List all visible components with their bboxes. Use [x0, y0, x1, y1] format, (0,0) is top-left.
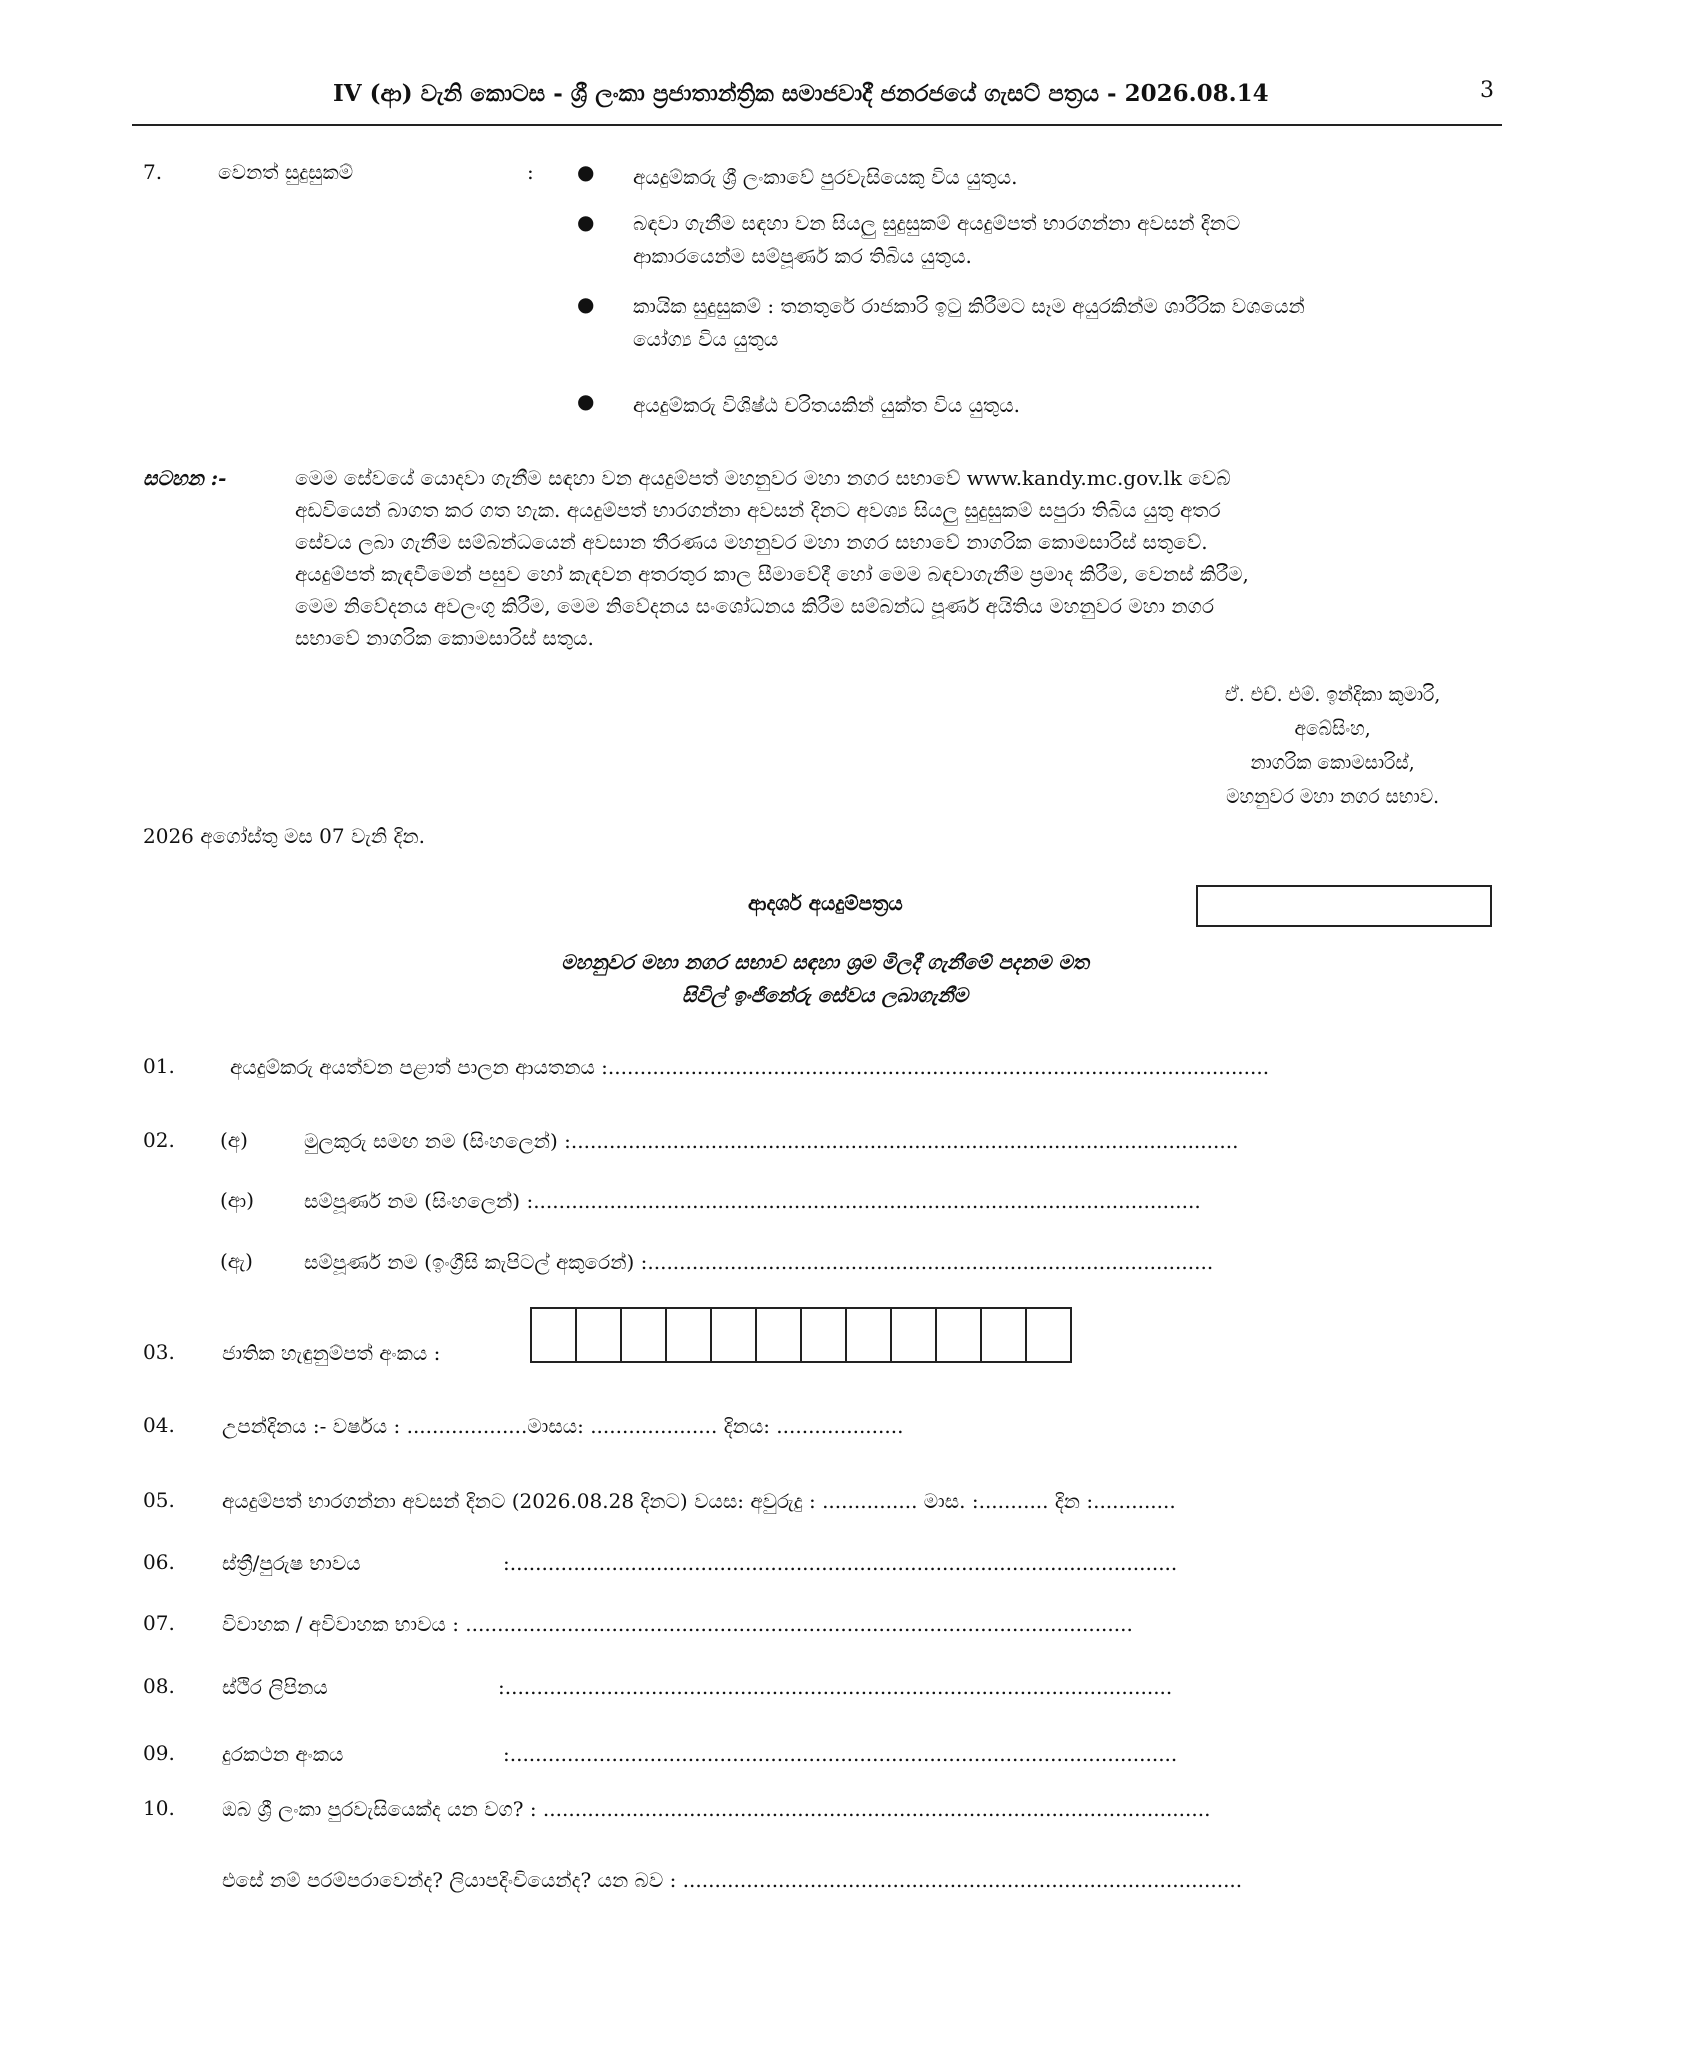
note-label: සටහන :- [143, 466, 227, 490]
bullet-text-citizen: අයදුම්කරු ශ්‍රී ලංකාවේ පුරවැසියෙකු විය යුතුය. [633, 165, 1018, 189]
age-field[interactable]: අයදුම්පත් භාරගන්නා අවසන් දිනට (2026.08.28 දිනට) වයස: අවුරුදු : ............... මාස. :........... දින :............. [222, 1489, 1176, 1513]
nic-digit-cell[interactable] [577, 1309, 622, 1361]
nic-digit-cell[interactable] [667, 1309, 712, 1361]
address-label: ස්ථිර ලිපිනය [222, 1675, 328, 1699]
section7-number: 7. [143, 160, 163, 184]
nic-digit-cell[interactable] [1027, 1309, 1070, 1361]
note-line: මෙම සේවයේ යොදවා ගැනීම සඳහා වන අයදුම්පත් මහනුවර මහා නගර සභාවේ www.kandy.mc.gov.lk වෙබ් [295, 466, 1231, 490]
nic-digit-cell[interactable] [937, 1309, 982, 1361]
row-number: 02. [143, 1128, 175, 1152]
nic-digit-cell[interactable] [802, 1309, 847, 1361]
nic-number-grid[interactable] [530, 1307, 1072, 1363]
bullet-text-qualifications-cont: ආකාරයෙන්ම සම්පූර්ණ කර තිබිය යුතුය. [633, 244, 972, 268]
signature-surname: අබේසිංහ, [1294, 716, 1371, 740]
local-authority-field[interactable]: අයදුම්කරු අයත්වන පළාත් පාලන ආයතනය :........................................................................................................ [230, 1055, 1270, 1079]
bullet-dot: ● [577, 389, 595, 413]
bullet-text-physical-cont: යෝග්‍ය විය යුතුය [633, 327, 779, 351]
address-field[interactable]: :......................................................................................................... [498, 1675, 1173, 1699]
gender-field[interactable]: :......................................................................................................... [503, 1551, 1178, 1575]
phone-field[interactable]: :......................................................................................................... [503, 1742, 1178, 1766]
nic-digit-cell[interactable] [622, 1309, 667, 1361]
row-number: 10. [143, 1796, 175, 1820]
row-number: 04. [143, 1413, 175, 1437]
note-line: සේවය ලබා ගැනීම සම්බන්ධයෙන් අවසාන තීරණය මහනුවර මහා නගර සභාවේ නාගරික කොමසාරිස් සතුවේ. [295, 530, 1208, 554]
signature-designation: නාගරික කොමසාරිස්, [1250, 750, 1415, 774]
nic-digit-cell[interactable] [982, 1309, 1027, 1361]
marital-status-field[interactable]: විවාහක / අවිවාහක භාවය : ......................................................................................................... [222, 1612, 1133, 1636]
note-line: සභාවේ නාගරික කොමසාරිස් සතුය. [295, 626, 594, 650]
bullet-dot: ● [577, 160, 595, 184]
bullet-text-qualifications: බඳවා ගැනීම සඳහා වන සියලු සුදුසුකම් අයදුම්පත් භාරගන්නා අවසන් දිනට [633, 211, 1241, 235]
gender-label: ස්ත්‍රී/පුරුෂ භාවය [222, 1551, 361, 1575]
section7-colon: : [527, 160, 534, 184]
bullet-text-character: අයදුම්කරු විශිෂ්ඨ චරිතයකින් යුක්ත විය යුතුය. [633, 393, 1021, 417]
row-number: 09. [143, 1741, 175, 1765]
name-with-initials-field[interactable]: මුලකුරු සමඟ නම (සිංහලෙන්) :......................................................................................................... [304, 1129, 1239, 1153]
name-part-tag: (අ) [220, 1128, 248, 1152]
header-rule [132, 124, 1502, 126]
signature-name: ඒ. එච්. එම්. ඉන්දිකා කුමාරි, [1224, 682, 1441, 706]
bullet-dot: ● [577, 292, 595, 316]
row-number: 07. [143, 1611, 175, 1635]
citizenship-type-field[interactable]: එසේ නම් පරම්පරාවෙන්ද? ලියාපදිංචියෙන්ද? යන බව : ........................................................................................ [222, 1868, 1243, 1892]
section7-label: වෙනත් සුදුසුකම් [218, 160, 354, 184]
row-number: 03. [143, 1340, 175, 1364]
bullet-dot: ● [577, 210, 595, 234]
row-number: 01. [143, 1054, 175, 1078]
row-number: 05. [143, 1488, 175, 1512]
nic-digit-cell[interactable] [712, 1309, 757, 1361]
gazette-header-title: IV (ආ) වැනි කොටස - ශ්‍රී ලංකා ප්‍රජාතාන්ත්‍රික සමාජවාදී ජනරජයේ ගැසට් පත්‍රය - 2026.08.14 [333, 80, 1269, 107]
row-number: 06. [143, 1550, 175, 1574]
note-line: අඩවියෙන් බාගත කර ගත හැක. අයදුම්පත් භාරගන්නා අවසන් දිනට අවශ්‍ය සියලු සුදුසුකම් සපුරා තිබිය යුතු අතර [295, 498, 1221, 522]
page-number: 3 [1480, 78, 1494, 103]
name-part-tag: (ඇ) [220, 1249, 253, 1273]
citizenship-field[interactable]: ඔබ ශ්‍රී ලංකා පුරවැසියෙක්ද යන වග? : ......................................................................................................... [222, 1797, 1211, 1821]
signature-office: මහනුවර මහා නගර සභාව. [1226, 784, 1440, 808]
nic-label: ජාතික හැඳුනුම්පත් අංකය : [222, 1341, 441, 1365]
notice-date: 2026 අගෝස්තු මස 07 වැනි දින. [143, 824, 426, 848]
name-part-tag: (ආ) [220, 1188, 255, 1212]
nic-digit-cell[interactable] [757, 1309, 802, 1361]
nic-digit-cell[interactable] [847, 1309, 892, 1361]
row-number: 08. [143, 1674, 175, 1698]
form-title: ආදර්ශ අයදුම්පත්‍රය [748, 891, 903, 915]
date-of-birth-field[interactable]: උපන්දිනය :- වර්ෂය : ...................මාසය: .................... දිනය: .................... [222, 1414, 904, 1438]
note-line: මෙම නිවේදනය අවලංගු කිරීම, මෙම නිවේදනය සංශෝධනය කිරීම සම්බන්ධ පූර්ණ අයිතිය මහනුවර මහා නගර [295, 594, 1215, 618]
nic-digit-cell[interactable] [532, 1309, 577, 1361]
form-subtitle-line1: මහනුවර මහා නගර සභාව සඳහා ශ්‍රම මිලදී ගැනීමේ පදනම මත [561, 950, 1089, 974]
full-name-sinhala-field[interactable]: සම්පූර්ණ නම (සිංහලෙන්) :......................................................................................................... [304, 1189, 1201, 1213]
reference-number-box[interactable] [1196, 885, 1492, 927]
note-line: අයදුම්පත් කැඳවීමෙන් පසුව හෝ කැඳවන අතරතුර කාල සීමාවේදී හෝ මෙම බඳවාගැනීම ප්‍රමාද කිරීම, වෙනස් කිරීම, [295, 562, 1249, 586]
full-name-english-field[interactable]: සම්පූර්ණ නම (ඉංග්‍රීසි කැපිටල් අකුරෙන්) :......................................................................................... [304, 1250, 1214, 1274]
form-subtitle-line2: සිවිල් ඉංජිනේරු සේවය ලබාගැනීම [681, 983, 969, 1007]
bullet-text-physical: කායික සුදුසුකම් : තනතුරේ රාජකාරි ඉටු කිරීමට සෑම අයුරකින්ම ශාරීරික වශයෙන් [633, 294, 1305, 318]
nic-digit-cell[interactable] [892, 1309, 937, 1361]
phone-label: දුරකථන අංකය [222, 1742, 344, 1766]
